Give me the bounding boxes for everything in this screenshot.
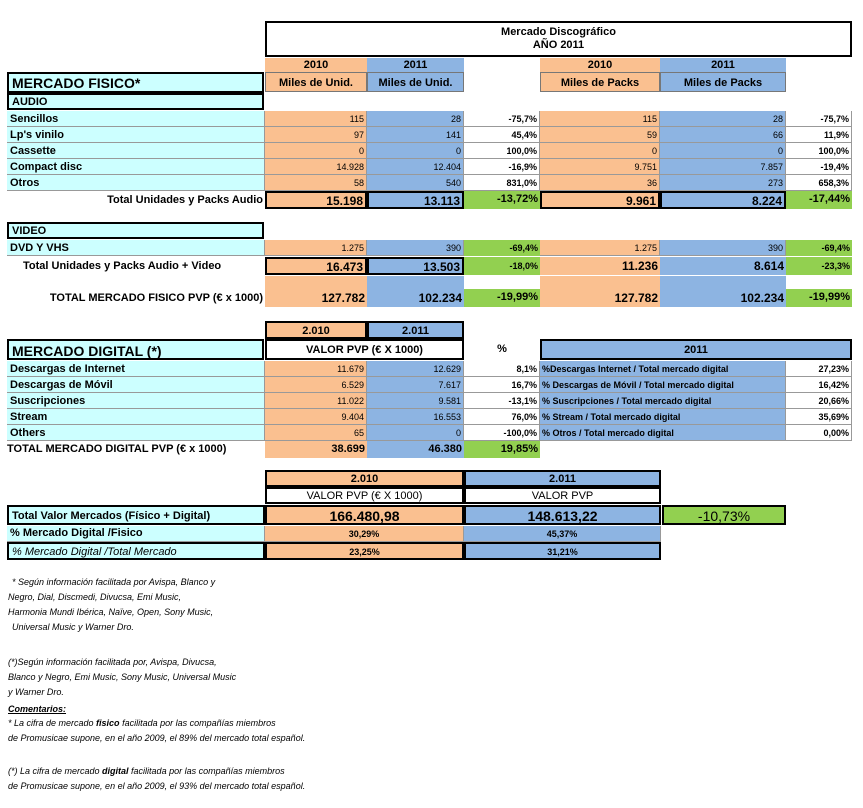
audio-total-packs-2010: 9.961 [540,191,660,209]
totals-value-2010: 23,25% [265,542,464,560]
audio-total-pct-units: -13,72% [464,191,540,209]
cell-pct-units: -16,9% [464,159,540,175]
digital-share-desc: % Descargas de Móvil / Total mercado digital [540,377,786,393]
cell-pct-packs: 658,3% [786,175,852,191]
comments-heading: Comentarios: [8,704,67,714]
digital-value-2011: 0 [367,425,464,441]
footnote-line: Negro, Dial, Discmedi, Divucsa, Emi Music, [8,592,182,602]
cell-pct-units: 831,0% [464,175,540,191]
av-total-pct-packs: -23,3% [786,257,852,275]
totals-row-label: Total Valor Mercados (Físico + Digital) [7,505,265,525]
cell-units-2010: 14.928 [265,159,367,175]
footnote-line: Blanco y Negro, Emi Music, Sony Music, Universal Music [8,672,237,682]
year-units-2011: 2011 [367,58,464,72]
cell-units-2010: 115 [265,111,367,127]
totals-year-2010: 2.010 [265,470,464,487]
digital-value-2010: 6.529 [265,377,367,393]
footnote-line: y Warner Dro. [8,687,64,697]
cell-units-2011: 28 [367,111,464,127]
digital-row-label: Stream [7,409,265,425]
digital-value-2011: 9.581 [367,393,464,409]
audio-total-units-2011: 13.113 [367,191,464,209]
cell-packs-2011: 0 [660,143,786,159]
comment-text: * La cifra de mercado [8,718,97,728]
subheader-packs-2010: Miles de Packs [540,72,660,92]
digital-pct: -13,1% [464,393,540,409]
footnote-digital [8,655,236,700]
totals-pct: -10,73% [662,505,786,525]
pvp-spacer-orange-2 [540,276,660,289]
totals-value-2011: 45,37% [464,526,661,542]
pvp-spacer-blue-2 [660,276,786,289]
digital-total-label: TOTAL MERCADO DIGITAL PVP (€ x 1000) [7,443,227,455]
cell-packs-2010: 115 [540,111,660,127]
pvp-total-pct-packs: -19,99% [786,289,852,307]
cell-pct-units: 45,4% [464,127,540,143]
comment-text: facilitada por las compañías miembros [128,766,285,776]
totals-row-label: % Mercado Digital /Total Mercado [7,542,265,560]
audio-total-packs-2011: 8.224 [660,191,786,209]
comment-emphasis: fisico [96,718,120,728]
pvp-spacer-blue [367,276,464,289]
digital-year-2011: 2.011 [367,321,464,339]
digital-row-label: Descargas de Internet [7,361,265,377]
video-row-label: DVD Y VHS [7,240,265,256]
row-label: Sencillos [7,111,265,127]
cell-packs-2010: 36 [540,175,660,191]
row-label: Compact disc [7,159,265,175]
totals-value-2011: 31,21% [464,542,661,560]
footnote-line: * Según información facilitada por Avispa, Blanco y [12,577,216,587]
pvp-total-packs-2011: 102.234 [660,289,786,307]
section-title-digital: MERCADO DIGITAL (*) [7,339,264,360]
cell-units-2010: 97 [265,127,367,143]
digital-value-2011: 12.629 [367,361,464,377]
comment-text: (*) La cifra de mercado [8,766,103,776]
cell-pct-packs: -75,7% [786,111,852,127]
av-total-packs-2010: 11.236 [540,257,660,275]
totals-row-label: % Mercado Digital /Fisico [7,526,265,542]
footnote-fisico [8,575,215,635]
pvp-total-units-2010: 127.782 [265,289,367,307]
comment-line [8,716,305,731]
digital-share-value: 0,00% [786,425,852,441]
digital-value-2010: 11.679 [265,361,367,377]
totals-year-2011: 2.011 [464,470,661,487]
totals-header-2010: VALOR PVP (€ X 1000) [265,487,464,504]
totals-value-2011: 148.613,22 [464,505,661,525]
av-total-packs-2011: 8.614 [660,257,786,275]
cell-units-2011: 12.404 [367,159,464,175]
digital-pct: 76,0% [464,409,540,425]
digital-pct: 16,7% [464,377,540,393]
footnote-line: (*)Según información facilitada por, Avispa, Divucsa, [8,657,217,667]
cell-packs-2011: 28 [660,111,786,127]
pvp-total-pct-units: -19,99% [464,289,540,307]
digital-share-desc: % Suscripciones / Total mercado digital [540,393,786,409]
video-units-2010: 1.275 [265,240,367,256]
av-total-units-2010: 16.473 [265,257,367,275]
cell-packs-2011: 273 [660,175,786,191]
cell-packs-2010: 0 [540,143,660,159]
av-total-pct-units: -18,0% [464,257,540,275]
cell-pct-units: 100,0% [464,143,540,159]
footnote-line: Universal Music y Warner Dro. [12,622,134,632]
subheader-units-2011: Miles de Unid. [367,72,464,92]
comment-emphasis: digital [102,766,129,776]
section-title-fisico: MERCADO FISICO* [7,72,264,93]
pvp-total-label: TOTAL MERCADO FISICO PVP (€ x 1000) [49,292,263,304]
cell-pct-packs: 11,9% [786,127,852,143]
year-packs-2010: 2010 [540,58,660,72]
video-packs-2010: 1.275 [540,240,660,256]
video-label: VIDEO [7,222,264,239]
year-packs-2011: 2011 [660,58,786,72]
comment-digital [8,764,305,794]
digital-year-2010: 2.010 [265,321,367,339]
digital-share-value: 20,66% [786,393,852,409]
comment-text: facilitada por las compañías miembros [119,718,276,728]
year-units-2010: 2010 [265,58,367,72]
row-label: Lp's vinilo [7,127,265,143]
cell-units-2011: 540 [367,175,464,191]
audio-total-pct-packs: -17,44% [786,191,852,209]
subheader-packs-2011: Miles de Packs [660,72,786,92]
totals-header-2011: VALOR PVP [464,487,661,504]
video-units-2011: 390 [367,240,464,256]
digital-total-pct: 19,85% [464,441,540,458]
comment-line: de Promusicae supone, en el año 2009, el 93% del mercado total español. [8,781,306,791]
av-total-label: Total Unidades y Packs Audio + Video [23,260,222,272]
digital-share-value: 27,23% [786,361,852,377]
digital-right-year: 2011 [540,339,852,360]
audio-total-label: Total Unidades y Packs Audio [107,194,263,206]
digital-row-label: Descargas de Móvil [7,377,265,393]
cell-packs-2010: 59 [540,127,660,143]
cell-pct-packs: 100,0% [786,143,852,159]
video-pct-packs: -69,4% [786,240,852,256]
digital-row-label: Others [7,425,265,441]
digital-value-2011: 7.617 [367,377,464,393]
report-year: AÑO 2011 [532,39,585,51]
comment-line [8,764,305,779]
digital-share-desc: %Descargas Internet / Total mercado digital [540,361,786,377]
cell-units-2010: 0 [265,143,367,159]
video-pct-units: -69,4% [464,240,540,256]
comment-line: de Promusicae supone, en el año 2009, el 89% del mercado total español. [8,733,306,743]
cell-packs-2011: 7.857 [660,159,786,175]
cell-units-2011: 0 [367,143,464,159]
pvp-total-packs-2010: 127.782 [540,289,660,307]
cell-units-2011: 141 [367,127,464,143]
comment-fisico [8,716,305,746]
digital-value-2010: 9.404 [265,409,367,425]
digital-share-value: 16,42% [786,377,852,393]
row-label: Cassette [7,143,265,159]
report-title-box [265,21,852,57]
digital-pct: -100,0% [464,425,540,441]
digital-value-2010: 11.022 [265,393,367,409]
digital-total-2010: 38.699 [265,441,367,458]
row-label: Otros [7,175,265,191]
av-total-units-2011: 13.503 [367,257,464,275]
cell-pct-units: -75,7% [464,111,540,127]
cell-packs-2010: 9.751 [540,159,660,175]
digital-share-desc: % Stream / Total mercado digital [540,409,786,425]
totals-value-2010: 30,29% [265,526,464,542]
digital-share-desc: % Otros / Total mercado digital [540,425,786,441]
report-title: Mercado Discográfico [501,26,616,38]
pvp-total-units-2011: 102.234 [367,289,464,307]
totals-value-2010: 166.480,98 [265,505,464,525]
video-packs-2011: 390 [660,240,786,256]
audio-label: AUDIO [7,93,264,110]
footnote-line: Harmonia Mundi Ibérica, Naïve, Open, Sony Music, [8,607,214,617]
digital-pct: 8,1% [464,361,540,377]
digital-value-header: VALOR PVP (€ X 1000) [265,339,464,360]
digital-value-2010: 65 [265,425,367,441]
audio-total-units-2010: 15.198 [265,191,367,209]
pvp-spacer-orange [265,276,367,289]
subheader-units-2010: Miles de Unid. [265,72,367,92]
digital-pct-header: % [497,343,507,355]
digital-total-2011: 46.380 [367,441,464,458]
cell-units-2010: 58 [265,175,367,191]
cell-pct-packs: -19,4% [786,159,852,175]
digital-row-label: Suscripciones [7,393,265,409]
digital-share-value: 35,69% [786,409,852,425]
digital-value-2011: 16.553 [367,409,464,425]
cell-packs-2011: 66 [660,127,786,143]
